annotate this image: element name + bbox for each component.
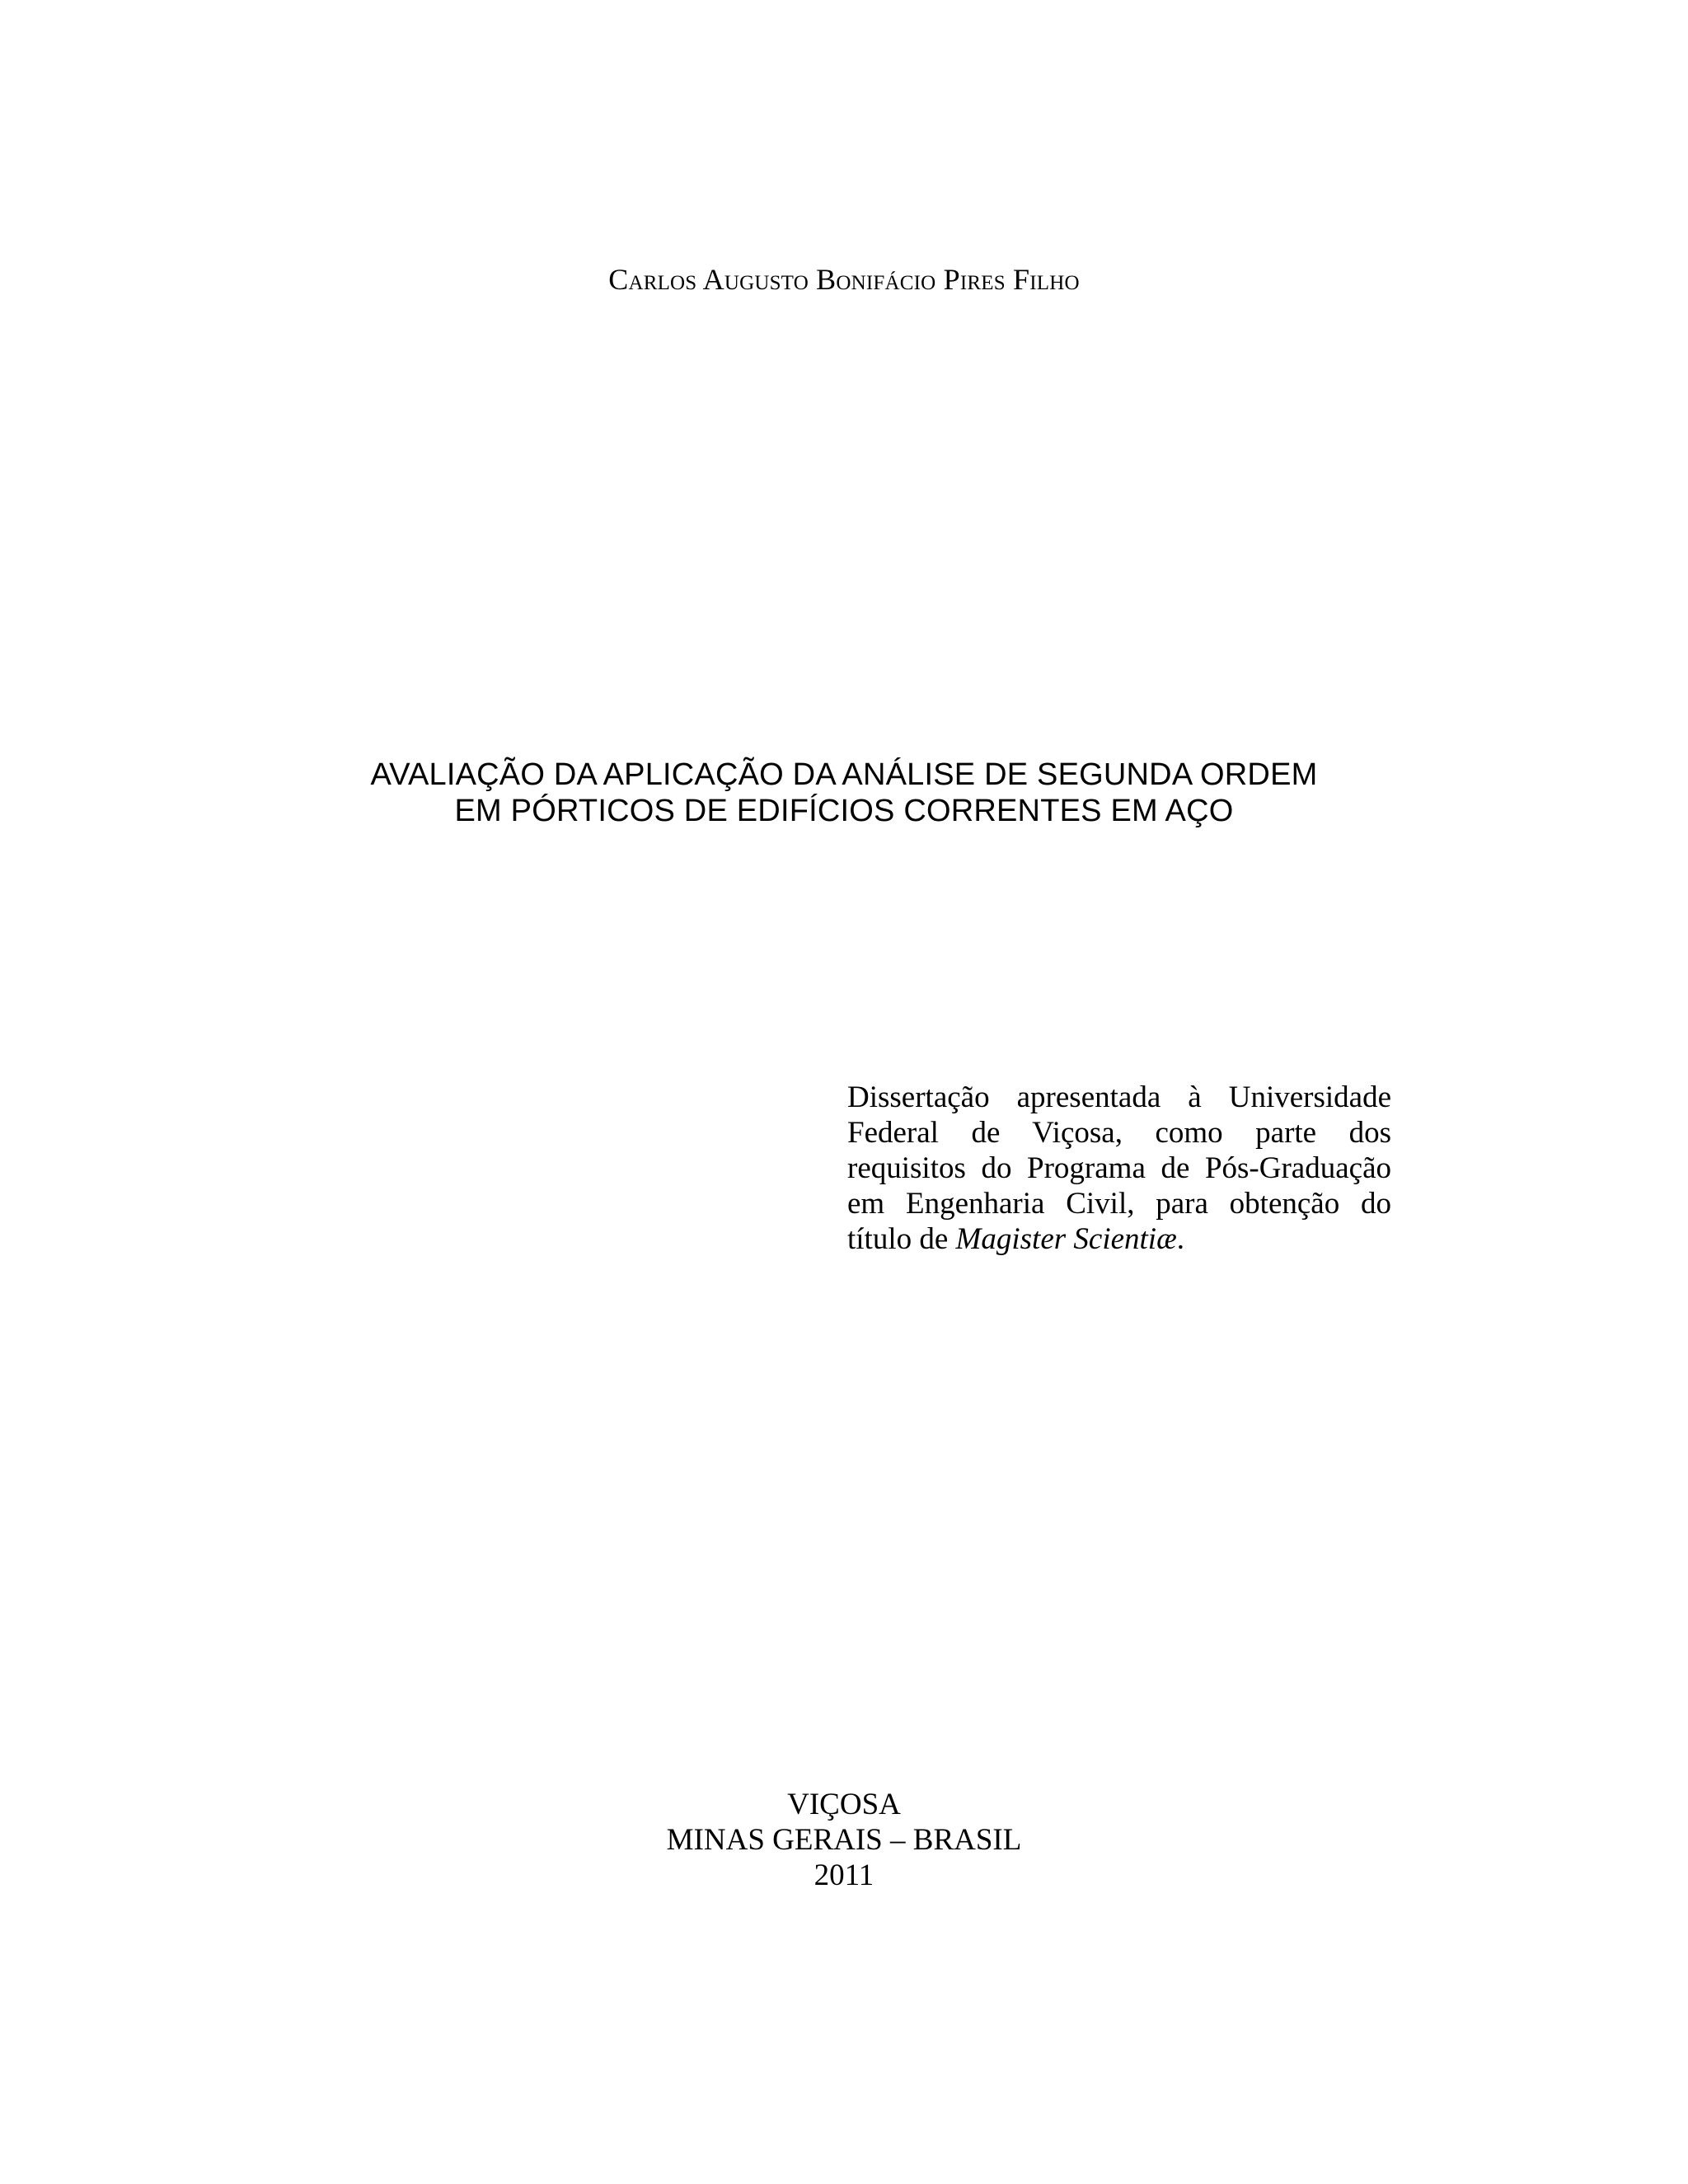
state-country: MINAS GERAIS – BRASIL: [666, 1823, 1022, 1857]
title-line-2: EM PÓRTICOS DE EDIFÍCIOS CORRENTES EM AÇO: [454, 794, 1234, 828]
dissertation-statement: [847, 1080, 1391, 1257]
city: VIÇOSA: [787, 1788, 901, 1821]
title-line-1: AVALIAÇÃO DA APLICAÇÃO DA ANÁLISE DE SEGUNDA ORDEM: [370, 757, 1318, 792]
year: 2011: [814, 1858, 874, 1892]
dissertation-statement-end: .: [1176, 1222, 1185, 1256]
dissertation-statement-text: Dissertação apresentada à Universidade Federal de Viçosa, como parte dos requisitos do Programa de Pós-Graduação em Engenharia Civil, para obtenção do título de: [847, 1080, 1391, 1256]
degree-name: Magister Scientiæ: [955, 1222, 1177, 1256]
place-and-year: [0, 1787, 1688, 1893]
author-name: Carlos Augusto Bonifácio Pires Filho: [608, 263, 1080, 296]
dissertation-title: [0, 757, 1688, 829]
